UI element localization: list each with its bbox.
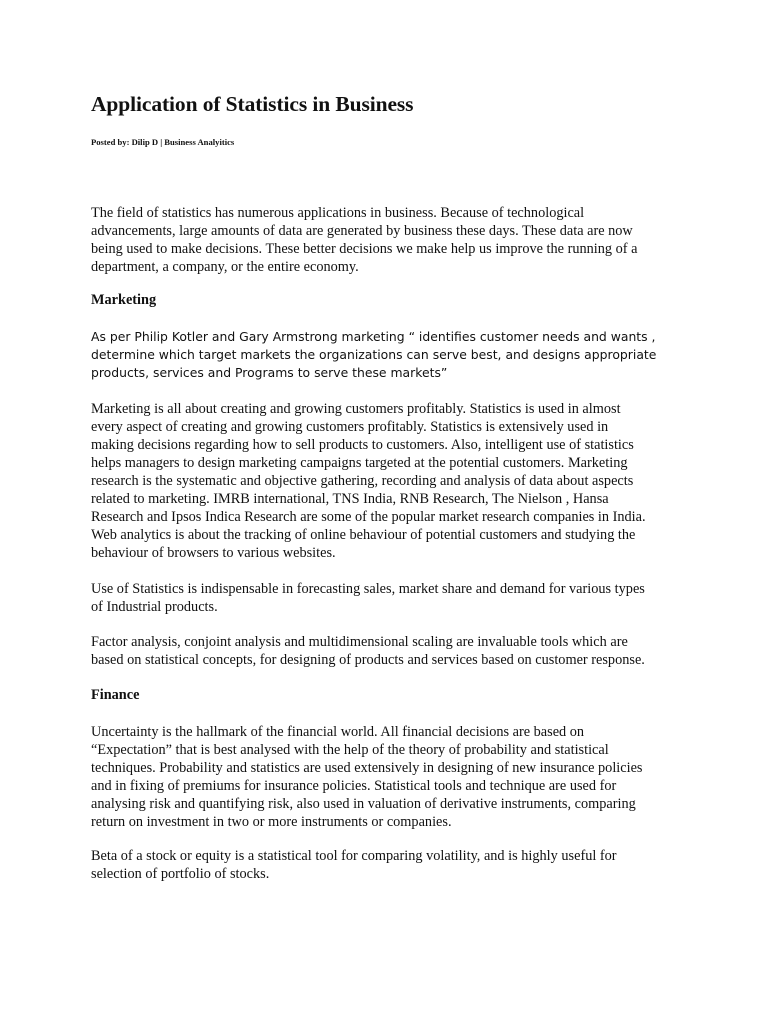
marketing-heading: Marketing [91, 292, 157, 308]
marketing-paragraph-2: Use of Statistics is indispensable in forecasting sales, market share and demand for various types of Industrial products. [91, 581, 645, 615]
page-title: Application of Statistics in Business [91, 92, 414, 116]
finance-paragraph-1: Uncertainty is the hallmark of the financial world. All financial decisions are based on “Expectation” that is best analysed with the help of the theory of probability and statistical techniques. Probability and statistics are used extensively in designing of new insurance policies and in fixing of premiums for insurance policies. Statistical tools and technique are used for analysing risk and quantifying risk, also used in valuation of derivative instruments, comparing return on investment in two or more instruments or companies. [91, 724, 643, 830]
marketing-paragraph-1: Marketing is all about creating and growing customers profitably. Statistics is used in almost every aspect of creating and growing customers profitably. Statistics is extensively used in making decisions regarding how to sell products to customers. Also, intelligent use of statistics helps managers to design marketing campaigns targeted at the potential customers. Marketing research is the systematic and objective gathering, recording and analysis of data about aspects related to marketing. IMRB international, TNS India, RNB Research, The Nielson , Hansa Research and Ipsos Indica Research are some of the popular market research companies in India. Web analytics is about the tracking of online behaviour of potential customers and studying the behaviour of browsers to various websites. [91, 401, 646, 561]
marketing-quote: As per Philip Kotler and Gary Armstrong marketing “ identifies customer needs and wants , determine which target markets the organizations can serve best, and designs appropriate products, services and Programs to serve these markets” [91, 329, 657, 380]
intro-paragraph: The field of statistics has numerous applications in business. Because of technological advancements, large amounts of data are generated by business these days. These data are now being used to make decisions. These better decisions we make help us improve the running of a department, a company, or the entire economy. [91, 205, 638, 275]
finance-paragraph-2: Beta of a stock or equity is a statistical tool for comparing volatility, and is highly useful for selection of portfolio of stocks. [91, 848, 617, 882]
marketing-paragraph-3: Factor analysis, conjoint analysis and multidimensional scaling are invaluable tools which are based on statistical concepts, for designing of products and services based on customer response. [91, 634, 645, 668]
finance-heading: Finance [91, 687, 140, 703]
byline: Posted by: Dilip D | Business Analyitics [91, 137, 235, 147]
